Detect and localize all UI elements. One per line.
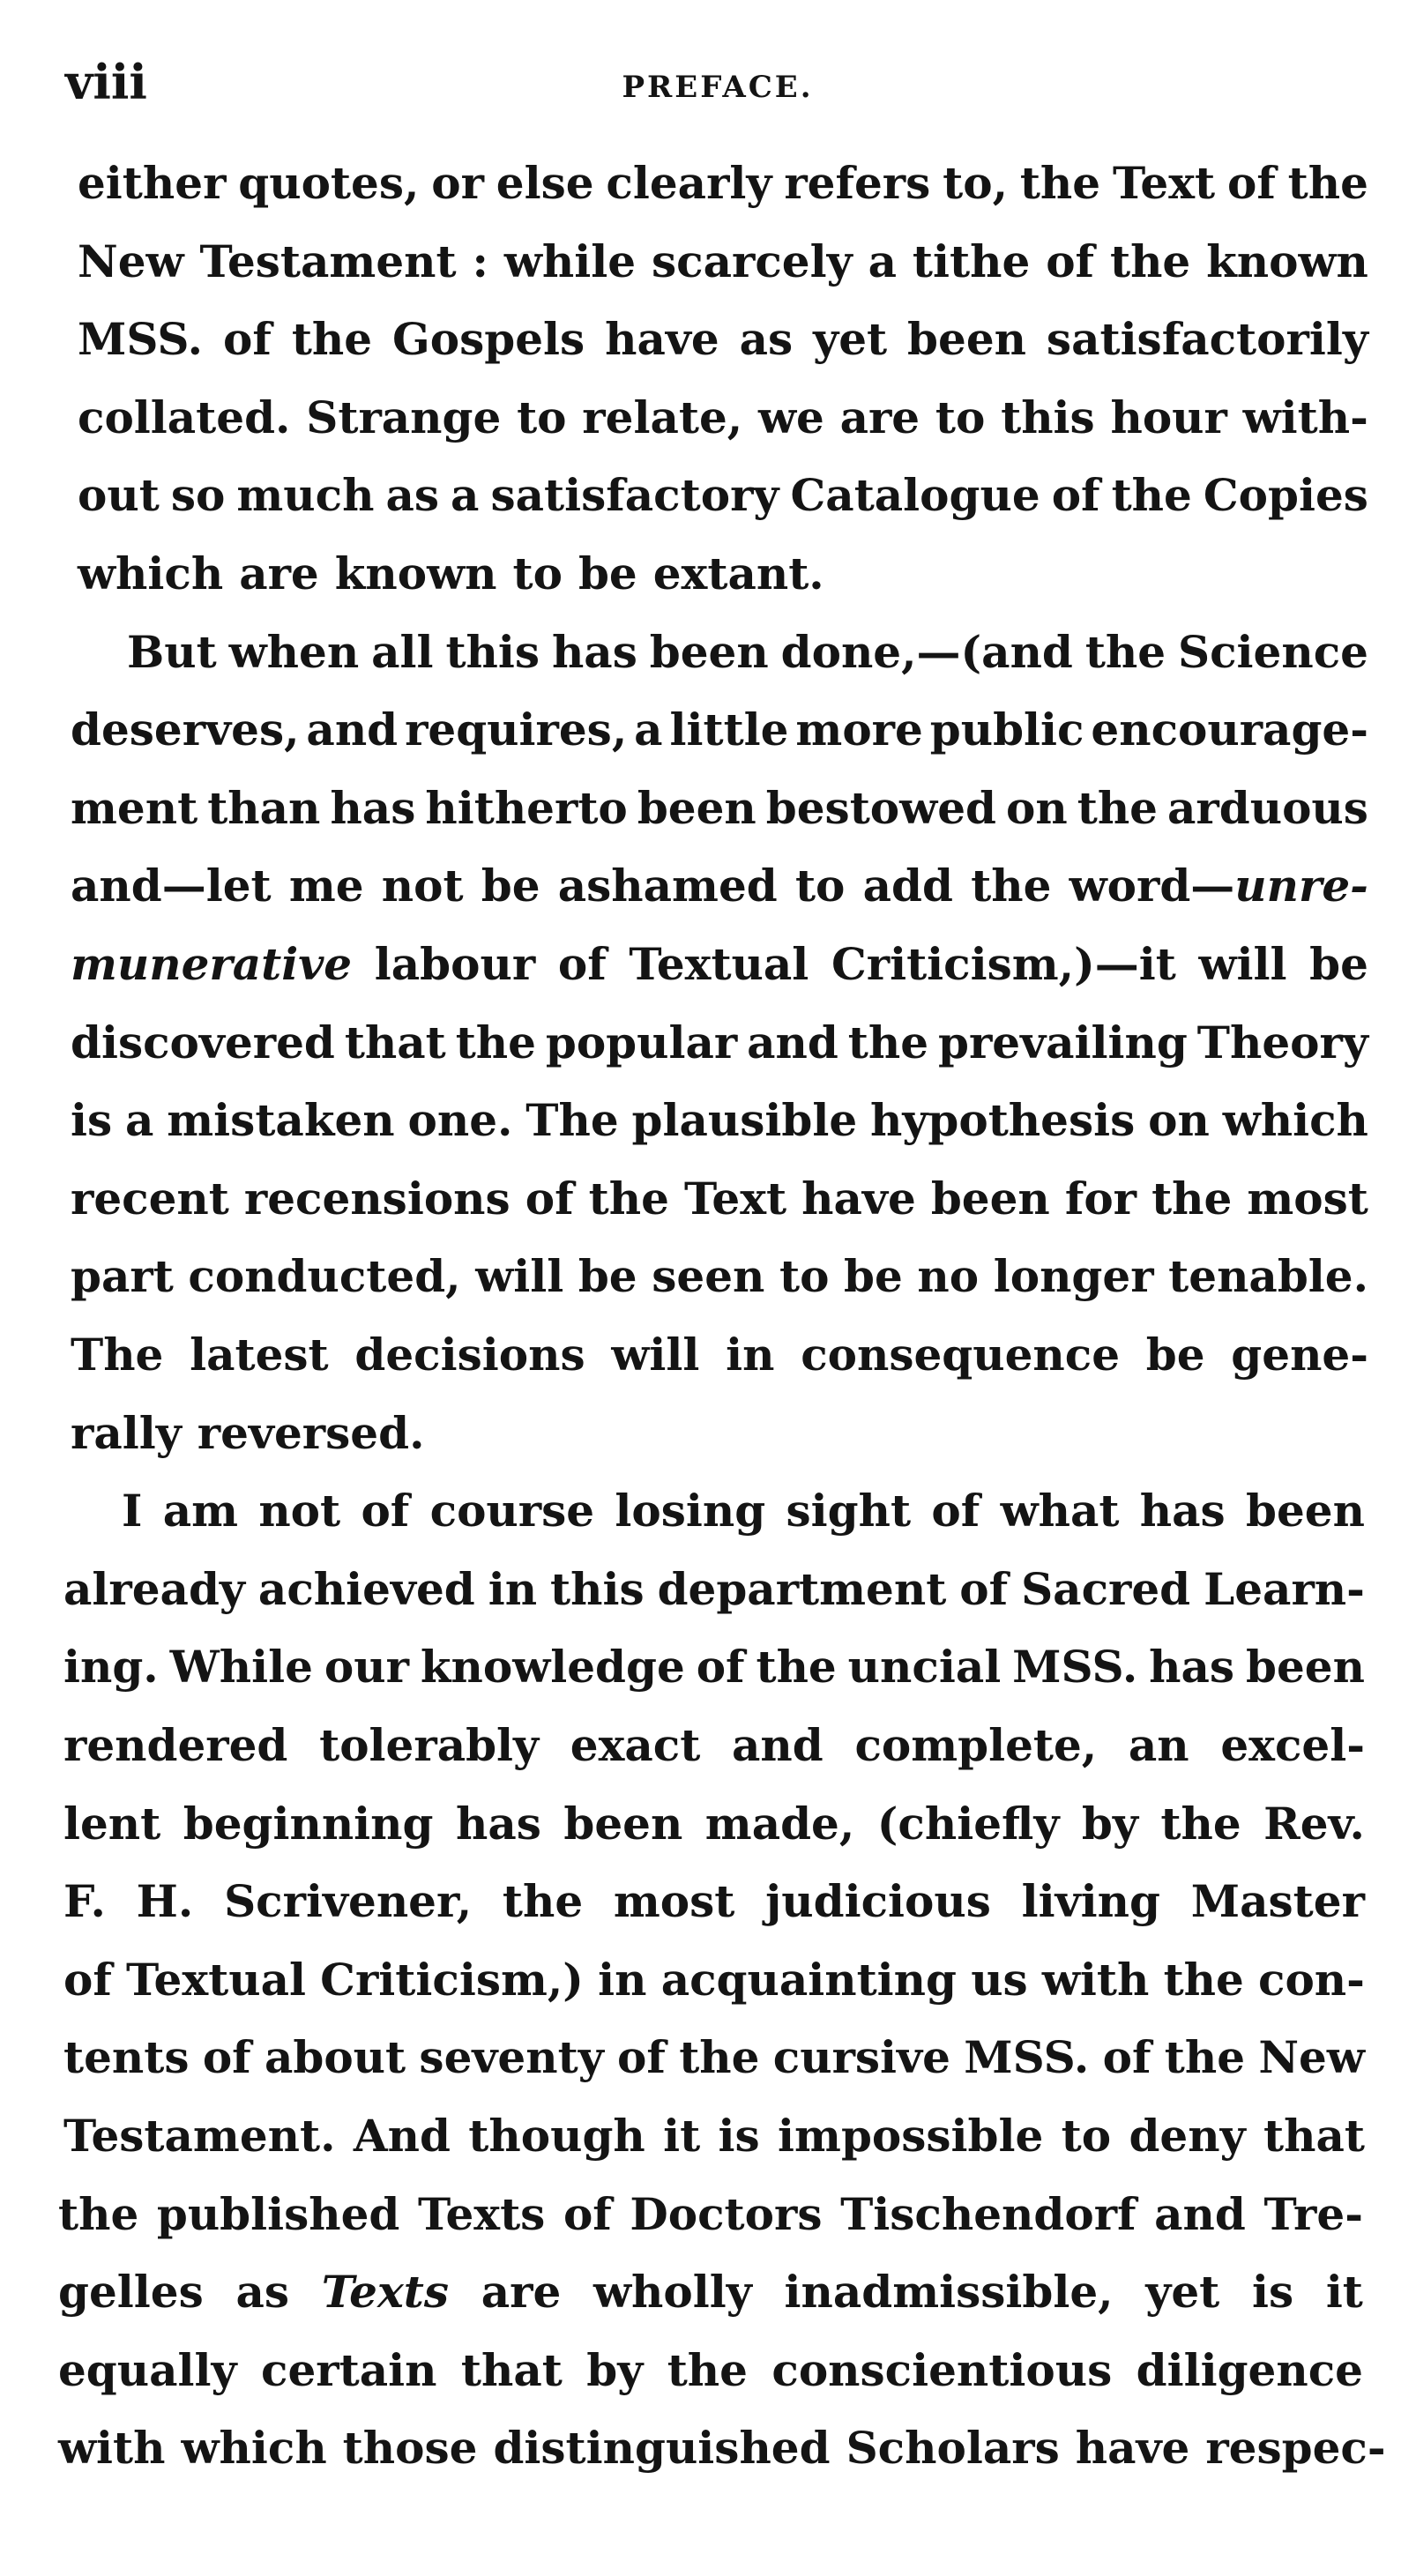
word: on	[1006, 781, 1068, 834]
word: While	[169, 1641, 313, 1694]
word: clearly	[606, 157, 772, 209]
word: excel-	[1220, 1719, 1365, 1771]
word: as	[739, 313, 794, 366]
word: conscientious	[771, 2343, 1113, 2396]
word: that	[344, 1016, 446, 1068]
word: for	[1064, 1172, 1137, 1225]
word: already	[63, 1562, 245, 1615]
word: Scholars	[846, 2422, 1060, 2475]
word: beginning	[183, 1797, 434, 1850]
word: to	[517, 391, 567, 443]
word: course	[429, 1485, 595, 1537]
word: most	[613, 1875, 735, 1928]
word: by	[1081, 1797, 1138, 1850]
word: been	[563, 1797, 683, 1850]
word: Texts	[418, 2187, 546, 2240]
text-line	[63, 1635, 1365, 1699]
word: of	[557, 938, 607, 990]
word: a	[868, 235, 897, 287]
word: Criticism,)	[320, 1953, 584, 2006]
word: are	[239, 547, 319, 599]
word: the	[1287, 157, 1368, 209]
word: this	[1001, 391, 1095, 443]
word: knowledge	[420, 1641, 685, 1694]
word: H.	[136, 1875, 194, 1928]
word: all	[371, 625, 434, 678]
word: the	[1111, 469, 1192, 522]
word: will	[611, 1329, 700, 1381]
text-line	[63, 1714, 1365, 1777]
word: on	[1148, 1094, 1210, 1147]
word: seen	[652, 1250, 765, 1303]
word: Gospels	[392, 313, 585, 366]
word: complete,	[854, 1719, 1098, 1771]
word: of	[525, 1172, 574, 1225]
word: hour	[1110, 391, 1227, 443]
text-line	[58, 2339, 1363, 2402]
word: though	[468, 2110, 645, 2162]
word: reversed.	[197, 1406, 425, 1459]
word: most	[1247, 1172, 1368, 1225]
word: The	[71, 1329, 164, 1381]
text-line	[71, 1323, 1368, 1387]
word: the	[1109, 235, 1191, 287]
word: wholly	[593, 2266, 752, 2319]
word: in	[726, 1329, 775, 1381]
word: diligence	[1136, 2343, 1363, 2396]
word: deny	[1129, 2110, 1246, 2162]
word: tolerably	[319, 1719, 540, 1771]
word: Testament.	[63, 2110, 336, 2162]
text-line	[63, 1948, 1365, 2012]
word: this	[445, 625, 540, 678]
word: and	[747, 1016, 838, 1068]
word: the	[1084, 625, 1166, 678]
word: Sacred	[1021, 1562, 1191, 1615]
word: in	[488, 1562, 538, 1615]
word: an	[1128, 1719, 1189, 1771]
text-line	[71, 933, 1368, 996]
word: of	[1046, 235, 1095, 287]
word: :	[472, 235, 488, 287]
word: the	[291, 313, 373, 366]
word: MSS.	[1012, 1641, 1138, 1694]
text-line	[78, 542, 1368, 606]
word: been	[907, 313, 1026, 366]
word: Rev.	[1263, 1797, 1365, 1850]
italic-text: unre-	[1234, 860, 1368, 912]
word: the	[455, 1016, 536, 1068]
word: I	[122, 1485, 143, 1537]
word: collated.	[78, 391, 291, 443]
text-line	[71, 1011, 1368, 1075]
word: known	[1206, 235, 1368, 287]
word: are	[481, 2266, 562, 2319]
word: F.	[63, 1875, 106, 1928]
word: Copies	[1203, 469, 1368, 522]
text-line	[71, 1089, 1368, 1152]
word: yet	[813, 313, 888, 366]
word: Text	[1112, 157, 1216, 209]
word: of	[223, 313, 272, 366]
word: been	[930, 1172, 1050, 1225]
word: be	[1309, 938, 1368, 990]
text-line	[58, 2416, 1386, 2480]
word: the	[1164, 2031, 1246, 2084]
word: about	[264, 2031, 406, 2084]
word: encourage-	[1091, 704, 1368, 756]
text-line	[71, 777, 1368, 840]
word: one.	[407, 1094, 513, 1147]
text-line	[71, 1402, 1368, 1465]
word: latest	[190, 1329, 329, 1381]
word: has	[455, 1797, 541, 1850]
word: the	[971, 860, 1052, 912]
text-line	[71, 1245, 1368, 1308]
text-line	[71, 698, 1368, 762]
page-number: viii	[65, 54, 147, 110]
word: respec-	[1205, 2422, 1386, 2475]
word: Strange	[306, 391, 502, 443]
word: Theory	[1196, 1016, 1368, 1068]
word: New	[78, 235, 184, 287]
word: what	[1000, 1485, 1120, 1537]
word: to	[935, 391, 986, 443]
word: by	[586, 2343, 644, 2396]
word: be	[1145, 1329, 1205, 1381]
word: the	[1019, 157, 1101, 209]
italic-text: Texts	[321, 2266, 450, 2319]
word: tents	[63, 2031, 190, 2084]
word: the	[667, 2343, 748, 2396]
word: am	[162, 1485, 239, 1537]
word: MSS.	[78, 313, 204, 366]
word: sight	[786, 1485, 912, 1537]
word: either	[78, 157, 227, 209]
running-head: PREFACE.	[622, 70, 814, 105]
word: MSS.	[964, 2031, 1090, 2084]
word: not	[381, 860, 464, 912]
word: which	[181, 2422, 327, 2475]
word: department	[657, 1562, 947, 1615]
word: little	[669, 704, 789, 756]
word: made,	[704, 1797, 855, 1850]
word: achieved	[257, 1562, 475, 1615]
word: will	[475, 1250, 564, 1303]
word: recent	[71, 1172, 229, 1225]
word: gene-	[1231, 1329, 1368, 1381]
word: which	[78, 547, 224, 599]
word: has	[1149, 1641, 1235, 1694]
text-line	[63, 1792, 1365, 1856]
word: quotes,	[238, 157, 420, 209]
word: the	[588, 1172, 669, 1225]
word: has	[330, 781, 416, 834]
word: distinguished	[493, 2422, 831, 2475]
word: discovered	[71, 1016, 335, 1068]
word: be	[578, 1250, 637, 1303]
word: con-	[1258, 1953, 1365, 2006]
word: Tre-	[1263, 2187, 1363, 2240]
word: and	[1154, 2187, 1246, 2240]
text-line	[63, 1870, 1365, 1933]
word: part	[71, 1250, 174, 1303]
word: so	[170, 469, 226, 522]
text-line	[127, 621, 1368, 684]
word: been	[649, 625, 769, 678]
word: of	[959, 1562, 1009, 1615]
word: Text	[683, 1172, 787, 1225]
word: the	[1163, 1953, 1244, 2006]
word: have	[605, 313, 719, 366]
word: the	[1151, 1172, 1233, 1225]
word: we	[757, 391, 824, 443]
word: cursive	[772, 2031, 950, 2084]
text-line	[78, 464, 1368, 527]
word: and—let	[71, 860, 272, 912]
text-line	[58, 2183, 1363, 2246]
word: it	[1325, 2266, 1363, 2319]
word: popular	[545, 1016, 738, 1068]
word: seventy	[419, 2031, 604, 2084]
page-header	[65, 51, 1370, 113]
word: much	[236, 469, 375, 522]
word: labour	[374, 938, 536, 990]
word: ashamed	[557, 860, 778, 912]
word: requires,	[405, 704, 628, 756]
word: are	[839, 391, 920, 443]
word: Criticism,)—it	[831, 938, 1176, 990]
word: of	[1102, 2031, 1151, 2084]
word: and	[732, 1719, 824, 1771]
text-line	[71, 854, 1368, 918]
word: is	[718, 2110, 760, 2162]
word: has	[551, 625, 637, 678]
word: with	[1041, 1953, 1150, 2006]
word: rally	[71, 1406, 182, 1459]
word: of	[361, 1485, 410, 1537]
word: Learn-	[1204, 1562, 1365, 1615]
word: of	[202, 2031, 251, 2084]
word: relate,	[582, 391, 743, 443]
word: have	[1075, 2422, 1190, 2475]
word: the	[1077, 781, 1158, 834]
word: that	[460, 2343, 563, 2396]
word: the	[502, 1875, 584, 1928]
word: or	[431, 157, 484, 209]
word: of	[1226, 157, 1276, 209]
word: public	[929, 704, 1084, 756]
word: known	[334, 547, 497, 599]
word: inadmissible,	[784, 2266, 1114, 2319]
word: yet	[1145, 2266, 1220, 2319]
word: Textual	[629, 938, 809, 990]
word: bestowed	[765, 781, 996, 834]
word: hypothesis	[870, 1094, 1136, 1147]
word: a	[125, 1094, 154, 1147]
word: the	[1160, 1797, 1241, 1850]
word: of	[63, 1953, 112, 2006]
word: lent	[63, 1797, 161, 1850]
word: to	[1061, 2110, 1112, 2162]
word: more	[795, 704, 923, 756]
text-line	[78, 152, 1368, 215]
word: deserves,	[71, 704, 300, 756]
word: (chiefly	[876, 1797, 1060, 1850]
word: this	[550, 1562, 645, 1615]
word: Scrivener,	[224, 1875, 473, 1928]
word: to	[794, 860, 846, 912]
word: ing.	[63, 1641, 159, 1694]
word: The	[525, 1094, 619, 1147]
word: to	[512, 547, 563, 599]
word: losing	[615, 1485, 766, 1537]
word	[1069, 854, 1368, 918]
word: that	[1263, 2110, 1365, 2162]
word: satisfactory	[490, 469, 779, 522]
word: New	[1258, 2031, 1365, 2084]
word: Textual	[126, 1953, 306, 2006]
text-fragment: word—	[1069, 860, 1235, 912]
word: equally	[58, 2343, 237, 2396]
word: out	[78, 469, 160, 522]
word: mistaken	[167, 1094, 395, 1147]
word: while	[503, 235, 637, 287]
word: have	[801, 1172, 916, 1225]
word: consequence	[801, 1329, 1121, 1381]
word: refers	[784, 157, 931, 209]
word: to,	[943, 157, 1008, 209]
word: will	[1198, 938, 1287, 990]
word: the	[756, 1641, 837, 1694]
word: longer	[993, 1250, 1154, 1303]
word: not	[258, 1485, 341, 1537]
text-line	[122, 1479, 1365, 1543]
word: me	[288, 860, 364, 912]
word: been	[1245, 1485, 1365, 1537]
word: Testament	[199, 235, 457, 287]
word: the	[679, 2031, 760, 2084]
word: has	[1139, 1485, 1226, 1537]
word: which	[1222, 1094, 1368, 1147]
text-line	[78, 308, 1368, 371]
word: in	[598, 1953, 647, 2006]
word: impossible	[778, 2110, 1044, 2162]
word: as	[235, 2266, 289, 2319]
word: our	[324, 1641, 409, 1694]
word: it	[663, 2110, 701, 2162]
word: the	[58, 2187, 139, 2240]
word: exact	[570, 1719, 701, 1771]
word: be	[481, 860, 540, 912]
word: plausible	[631, 1094, 858, 1147]
word: with-	[1242, 391, 1368, 443]
word: Doctors	[630, 2187, 823, 2240]
word: living	[1021, 1875, 1160, 1928]
word: Catalogue	[790, 469, 1040, 522]
word: rendered	[63, 1719, 288, 1771]
word: when	[228, 625, 360, 678]
text-line	[63, 2104, 1365, 2168]
word: prevailing	[937, 1016, 1188, 1068]
word: a	[634, 704, 663, 756]
word: been	[637, 781, 756, 834]
word	[71, 933, 352, 996]
word: the	[847, 1016, 929, 1068]
word: be	[844, 1250, 903, 1303]
word: to	[779, 1250, 830, 1303]
word: those	[342, 2422, 478, 2475]
italic-text: munerative	[71, 938, 353, 990]
word: tenable.	[1168, 1250, 1368, 1303]
word: else	[496, 157, 594, 209]
text-line	[58, 2260, 1363, 2324]
word: uncial	[847, 1641, 1002, 1694]
word: judicious	[765, 1875, 991, 1928]
word: as	[385, 469, 440, 522]
word	[322, 2260, 449, 2324]
word: arduous	[1167, 781, 1368, 834]
text-line	[71, 1167, 1368, 1231]
word: and	[306, 704, 399, 756]
word: a	[451, 469, 480, 522]
word: with	[58, 2422, 166, 2475]
word: Science	[1178, 625, 1368, 678]
word: of	[931, 1485, 980, 1537]
word: is	[1251, 2266, 1294, 2319]
word: extant.	[652, 547, 824, 599]
word: is	[71, 1094, 113, 1147]
word: add	[862, 860, 953, 912]
word: Master	[1190, 1875, 1365, 1928]
word: conducted,	[188, 1250, 461, 1303]
word: of	[696, 1641, 745, 1694]
word: satisfactorily	[1046, 313, 1368, 366]
text-line	[63, 2026, 1365, 2089]
word: of	[1051, 469, 1100, 522]
word: ment	[71, 781, 198, 834]
word: no	[917, 1250, 980, 1303]
word: us	[971, 1953, 1028, 2006]
word: published	[156, 2187, 400, 2240]
word: certain	[261, 2343, 437, 2396]
text-line	[63, 1558, 1365, 1621]
word: done,—(and	[780, 625, 1073, 678]
text-line	[78, 386, 1368, 450]
word: been	[1245, 1641, 1365, 1694]
word: tithe	[912, 235, 1031, 287]
word: of	[617, 2031, 666, 2084]
word: than	[207, 781, 321, 834]
word: But	[127, 625, 217, 678]
word: gelles	[58, 2266, 204, 2319]
word: And	[353, 2110, 451, 2162]
word: acquainting	[660, 1953, 957, 2006]
word: be	[578, 547, 637, 599]
word: recensions	[243, 1172, 511, 1225]
word: decisions	[354, 1329, 585, 1381]
word: scarcely	[652, 235, 853, 287]
word: Tischendorf	[840, 2187, 1137, 2240]
word: of	[563, 2187, 612, 2240]
text-line	[78, 230, 1368, 294]
word: hitherto	[425, 781, 628, 834]
